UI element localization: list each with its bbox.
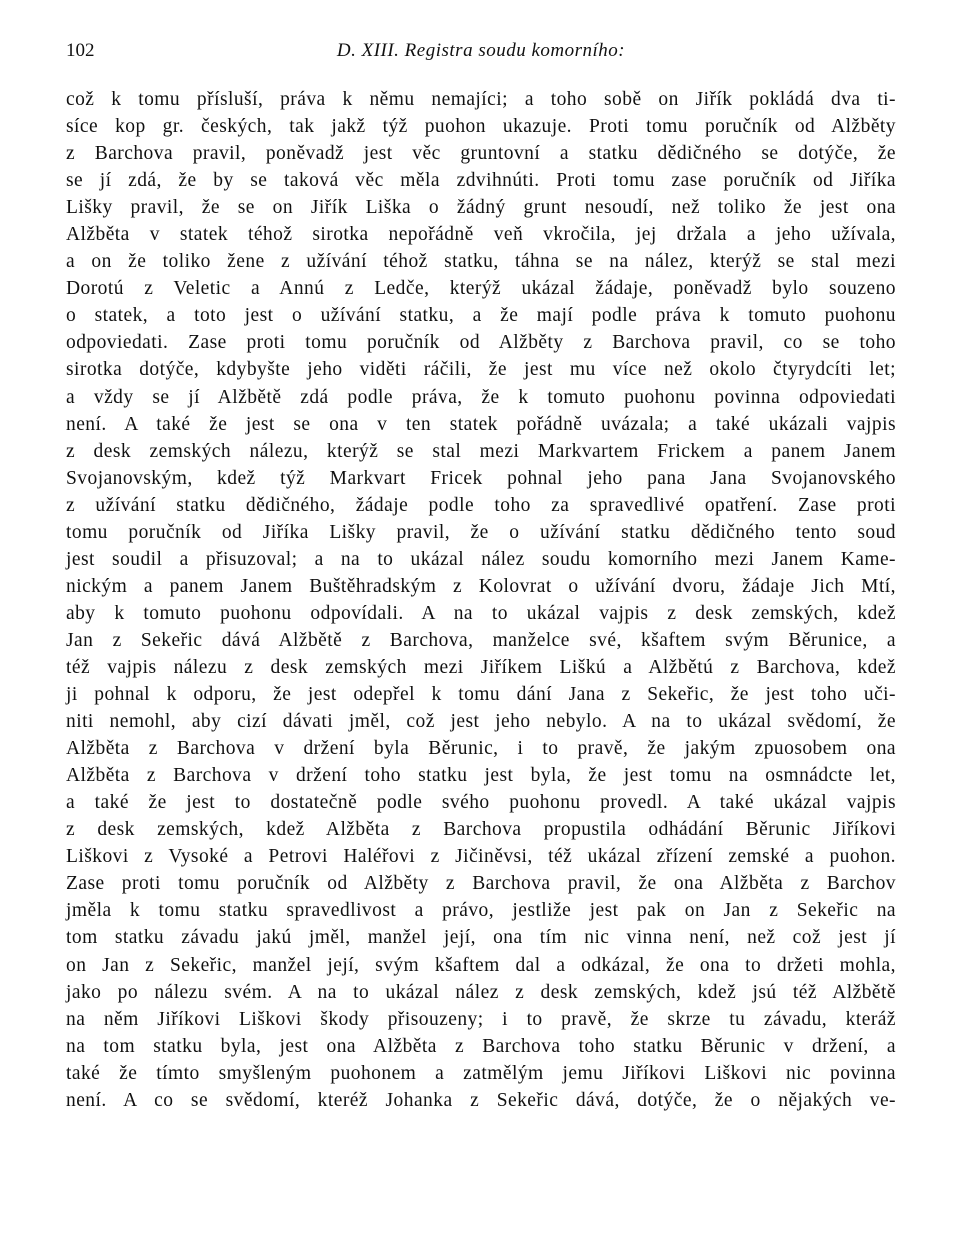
text-line: on Jan z Sekeřic, manžel její, svým kšaftem dal a odkázal, že ona to držeti mohla, [66,954,896,976]
page-header [66,40,896,64]
text-line: tom statku závadu jakú jměl, manžel její, ona tím nic vinna není, než což jest jí [66,927,896,949]
text-line: z Barchova pravil, poněvadž jest věc gruntovní a statku dědičného se dotýče, že [66,143,896,165]
text-line: jest soudil a přisuzoval; a na to ukázal nález soudu komorního mezi Janem Kame- [66,548,896,570]
text-line: Alžběta z Barchova v držení toho statku jest byla, že jest tomu na osmnádcte let, [66,765,896,787]
text-line: není. A co se svědomí, kteréž Johanka z Sekeřic dává, dotýče, že o nějakých ve- [66,1089,896,1111]
text-line: Alžběta z Barchova v držení byla Běrunic, i to pravě, že jakým zpuosobem ona [66,738,896,760]
text-line: Lišky pravil, že se on Jiřík Liška o žádný grunt nesoudí, než toliko že jest ona [66,197,896,219]
text-line: ji pohnal k odporu, že jest odepřel k tomu dání Jana z Sekeřic, že jest toho uči- [66,684,896,706]
text-line: Jan z Sekeřic dává Alžbětě z Barchova, manželce své, kšaftem svým Běrunice, a [66,629,896,651]
text-line: z desk zemských nálezu, kterýž se stal mezi Markvartem Frickem a panem Janem [66,440,896,462]
text-line: niti nemohl, aby cizí dávati jměl, což jest jeho nebylo. A na to ukázal svědomí, že [66,711,896,733]
text-line: Svojanovským, kdež týž Markvart Fricek pohnal jeho pana Jana Svojanovského [66,467,896,489]
text-line: z užívání statku dědičného, žádaje podle toho za spravedlivé opatření. Zase proti [66,494,896,516]
text-line: odpoviedati. Zase proti tomu poručník od Alžběty z Barchova pravil, co se toho [66,332,896,354]
text-line: a také že jest to dostatečně podle svého puohonu provedl. A také ukázal vajpis [66,792,896,814]
running-head: D. XIII. Registra soudu komorního: [336,40,626,61]
text-line: není. A také že jest se ona v ten statek pořádně uvázala; a také ukázali vajpis [66,413,896,435]
text-line: aby k tomuto puohonu odpovídali. A na to ukázal vajpis z desk zemských, kdež [66,602,896,624]
page-number: 102 [66,40,95,61]
text-line: a vždy se jí Alžbětě zdá podle práva, že k tomuto puohonu povinna odpoviedati [66,386,896,408]
text-line: tomu poručník od Jiříka Lišky pravil, že o užívání statku dědičného tento soud [66,521,896,543]
text-line: Alžběta v statek téhož sirotka nepořádně veň vkročila, jej držala a jeho užívala, [66,224,896,246]
text-line: na něm Jiříkovi Liškovi škody přisouzeny; i to pravě, že skrze tu závadu, kteráž [66,1008,896,1030]
text-line: na tom statku byla, jest ona Alžběta z Barchova toho statku Běrunic v držení, a [66,1035,896,1057]
text-line: též vajpis nálezu z desk zemských mezi Jiříkem Liškú a Alžbětú z Barchova, kdež [66,656,896,678]
text-line: což k tomu přísluší, práva k němu nemajíci; a toho sobě on Jiřík pokládá dva ti- [66,89,896,110]
text-line: jako po nálezu svém. A na to ukázal nález z desk zemských, kdež jsú též Alžbětě [66,981,896,1003]
text-line: z desk zemských, kdež Alžběta z Barchova propustila odhádání Běrunic Jiříkovi [66,819,896,841]
text-line: nickým a panem Janem Buštěhradským z Kolovrat o užívání dvoru, žádaje Jich Mtí, [66,575,896,597]
text-line: o statek, a toto jest o užívání statku, a že mají podle práva k tomuto puohonu [66,305,896,327]
text-line: Dorotú z Veletic a Annú z Ledče, kterýž ukázal žádaje, poněvadž bylo souzeno [66,278,896,300]
text-line: sirotka dotýče, kdybyšte jeho viděti ráčili, že jest mu více než okolo čtyrydcíti let; [66,359,896,381]
text-line: síce kop gr. českých, tak jakž týž puohon ukazuje. Proti tomu poručník od Alžběty [66,116,896,138]
text-line: jměla k tomu statku spravedlivost a právo, jestliže jest pak on Jan z Sekeřic na [66,900,896,922]
text-line: Zase proti tomu poručník od Alžběty z Barchova pravil, že ona Alžběta z Barchov [66,873,896,895]
text-line: Liškovi z Vysoké a Petrovi Haléřovi z Jičiněvsi, též ukázal zřízení zemské a puohon. [66,846,896,868]
body-text [66,86,896,1114]
text-line: a on že toliko žene z užívání téhož statku, táhna se na nález, kterýž se stal mezi [66,251,896,273]
text-line: také že tímto smyšleným puohonem a zatmělým jemu Jiříkovi Liškovi nic povinna [66,1062,896,1084]
text-line: se jí zdá, že by se taková věc měla zdvihnúti. Proti tomu zase poručník od Jiříka [66,170,896,192]
